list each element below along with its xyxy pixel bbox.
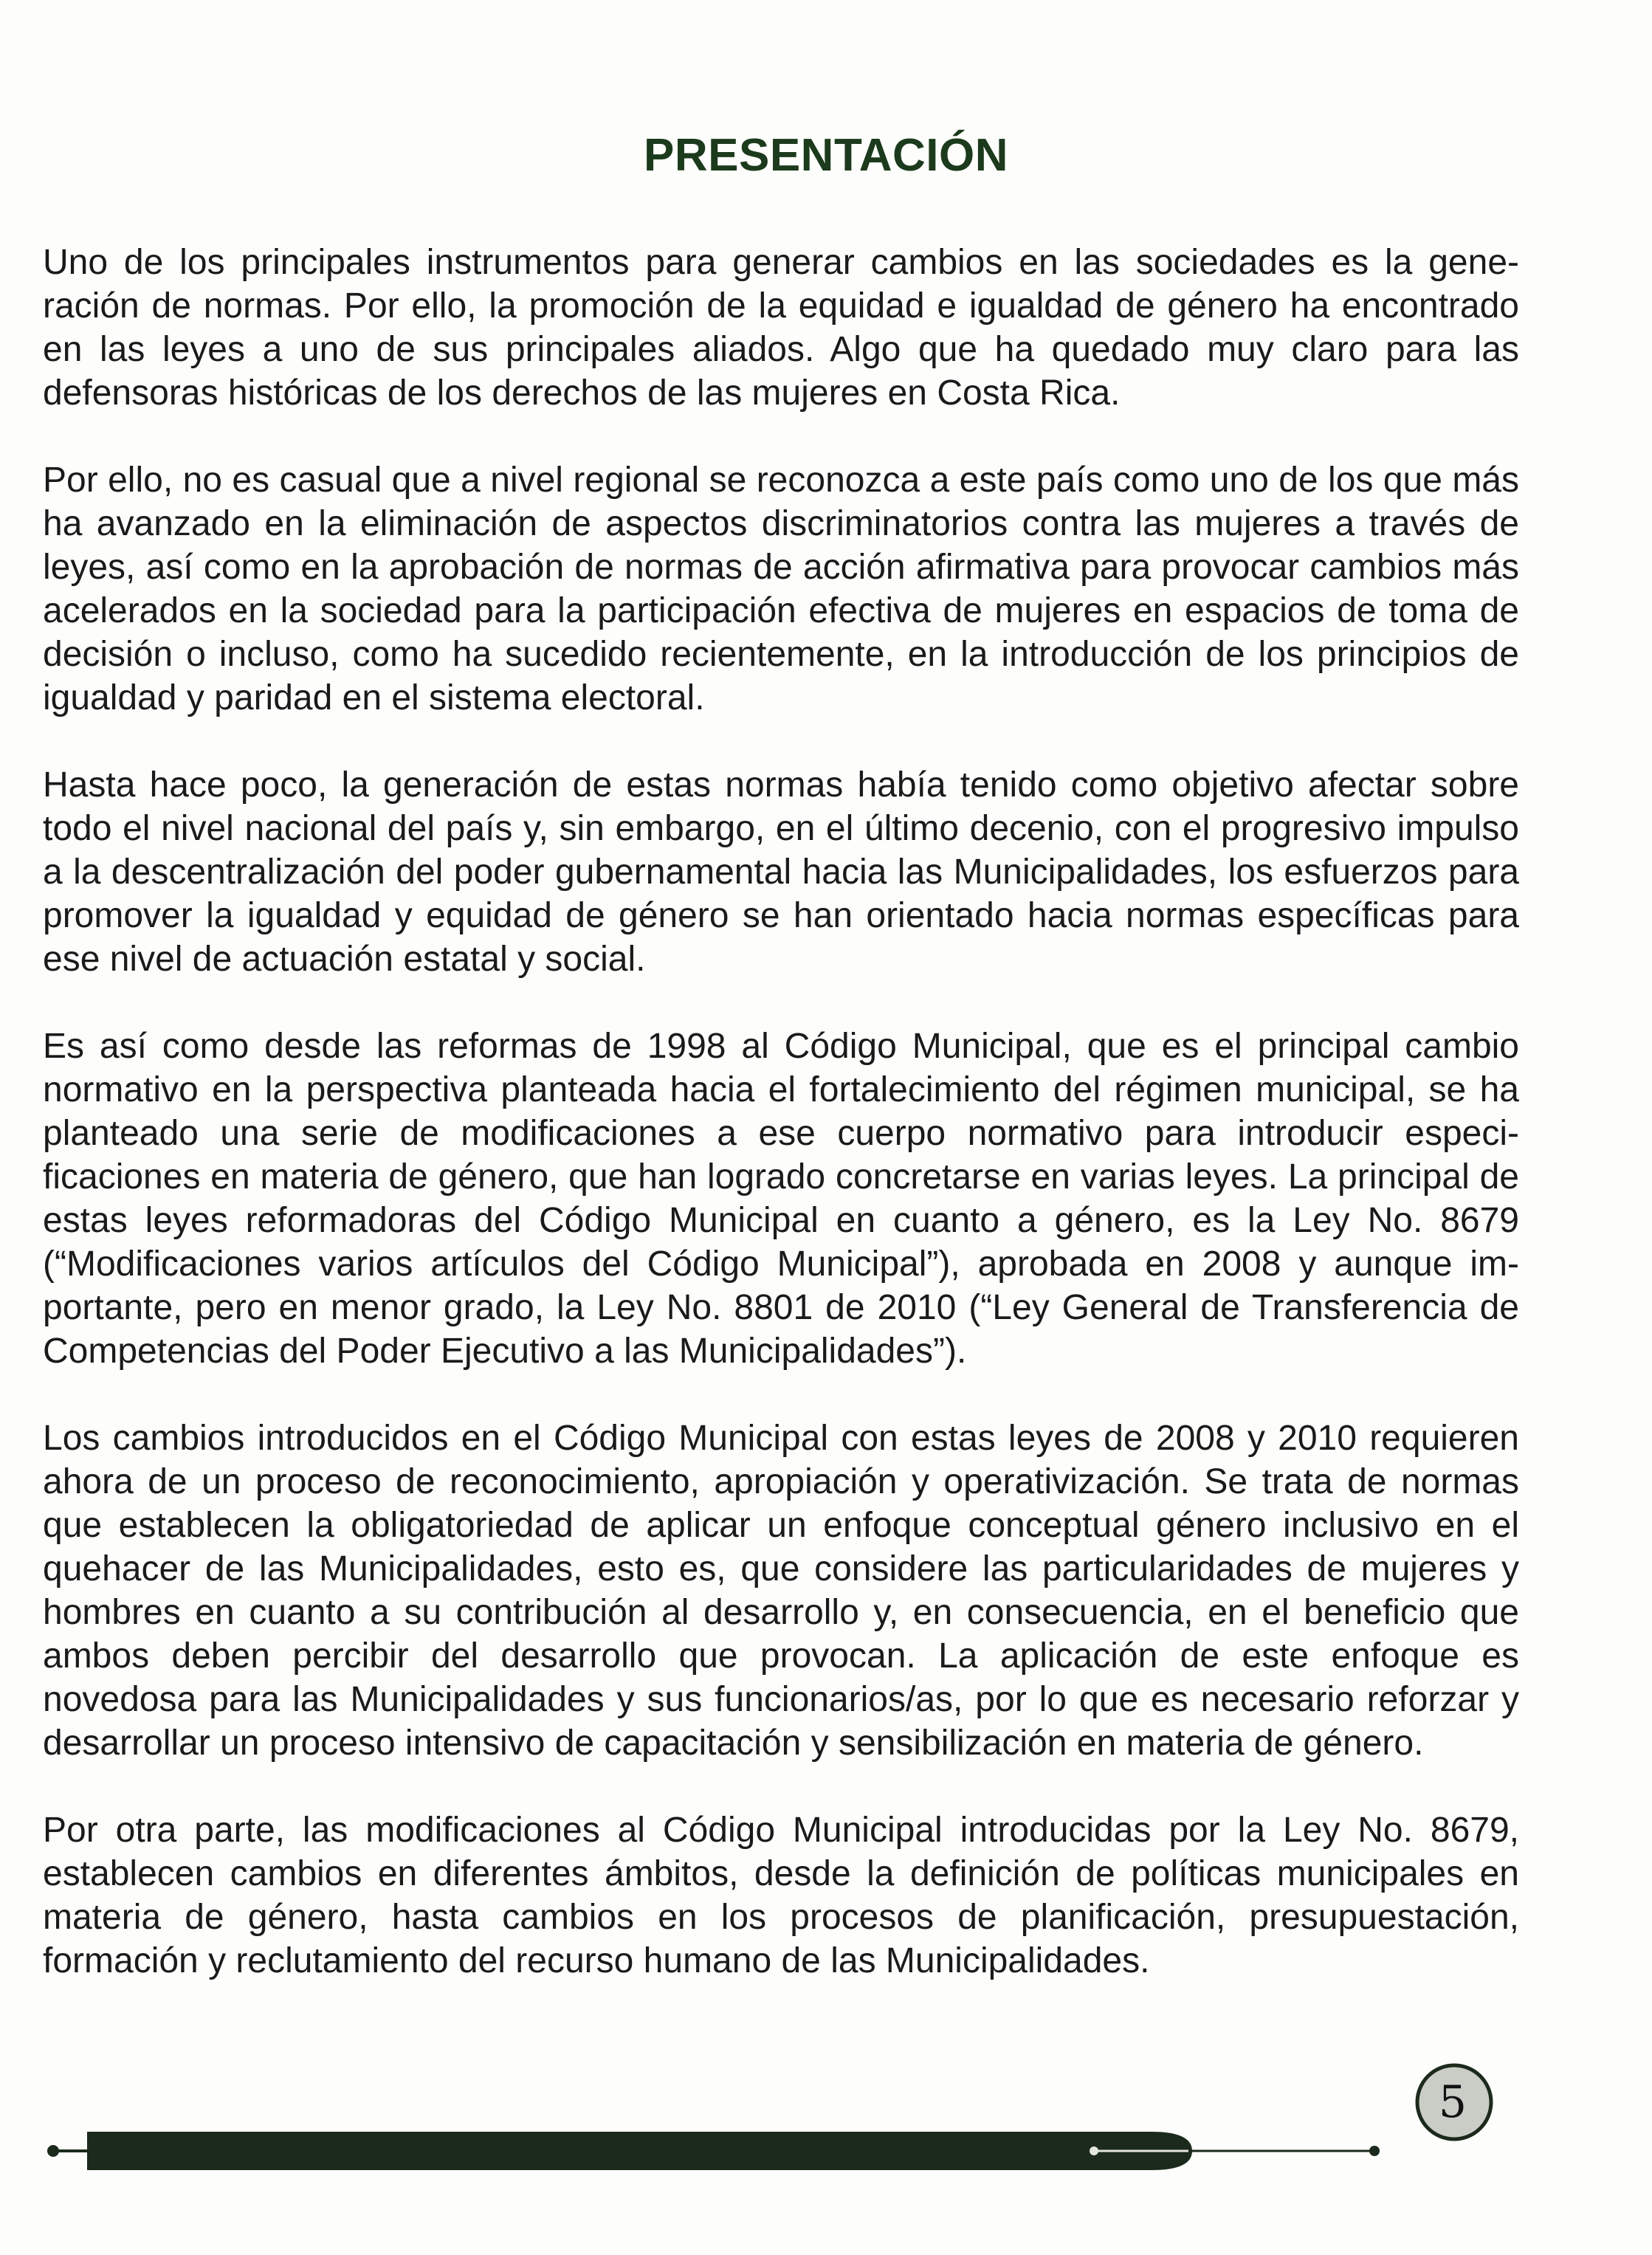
paragraph-2: Por ello, no es casual que a nivel regional se reconozca a este país como uno de los que más ha avanzado en la eliminación de aspectos discriminatorios contra las mujeres a través de leyes, así como en la aprobación de normas de acción afirmativa para provocar cambios más acelerados en la sociedad para la participación efectiva de mujeres en espacios de toma de decisión o incluso, como ha sucedido recientemente, en la introducción de los principios de igualdad y paridad en el sistema electoral. (43, 461, 1519, 717)
footer-bar (87, 2132, 1192, 2170)
paragraph-5: Los cambios introducidos en el Código Municipal con estas leyes de 2008 y 2010 requieren ahora de un proceso de reconocimiento, apropiación y operativización. Se trata de normas que establecen la obligatoriedad de aplicar un enfoque conceptual género inclusivo en el quehacer de las Municipalidades, esto es, que considere las particularidades de mujeres y hombres en cuanto a su contribución al desarrollo y, en consecuencia, en el beneficio que ambos deben percibir del desarrollo que provocan. La aplicación de este enfoque es novedosa para las Municipalidades y sus funcionarios/as, por lo que es necesario reforzar y desarrollar un proceso intensivo de capacitación y sensibilización en materia de género. (43, 1419, 1519, 1763)
paragraph-6: Por otra parte, las modificaciones al Código Municipal introducidas por la Ley No. 8679, establecen cambios en diferentes ámbitos, desde la definición de políticas municipales en materia de género, hasta cambios en los procesos de planificación, presupuestación, formación y reclutamiento del recurso humano de las Municipalidades. (43, 1811, 1519, 1980)
page-number: 5 (1438, 2076, 1467, 2128)
paragraph-1: Uno de los principales instrumentos para generar cambios en las sociedades es la generación de normas. Por ello, la promoción de la equidad e igualdad de género ha encontrado en las leyes a uno de sus principales aliados. Algo que ha quedado muy claro para las defensoras históricas de los derechos de las mujeres en Costa Rica. (43, 243, 1519, 413)
paragraph-3: Hasta hace poco, la generación de estas normas había tenido como objetivo afectar sobre todo el nivel nacional del país y, sin embargo, en el último decenio, con el progresivo impulso a la descentralización del poder gubernamental hacia las Municipalidades, los esfuerzos para promover la igualdad y equidad de género se han orientado hacia normas específicas para ese nivel de actuación estatal y social. (43, 765, 1519, 979)
page-title: PRESENTACIÓN (643, 130, 1008, 181)
footer-decoration (0, 2104, 1652, 2207)
footer-right-dot (1369, 2146, 1380, 2156)
paragraph-4: Es así como desde las reformas de 1998 al Código Municipal, que es el principal cambio normativo en la perspectiva planteada hacia el fortalecimiento del régimen municipal, se ha planteado una serie de modificaciones a ese cuerpo normativo para introducir especificaciones en materia de género, que han logrado concretarse en varias leyes. La principal de estas leyes reformadoras del Código Municipal en cuanto a género, es la Ley No. 8679 (“Modificaciones varios artículos del Código Municipal”), aprobada en 2008 y aunque importante, pero en menor grado, la Ley No. 8801 de 2010 (“Ley General de Transferencia de Competencias del Poder Ejecutivo a las Municipalidades”). (43, 1027, 1519, 1371)
page-footer (0, 2104, 1652, 2207)
body-text (43, 241, 1519, 2026)
